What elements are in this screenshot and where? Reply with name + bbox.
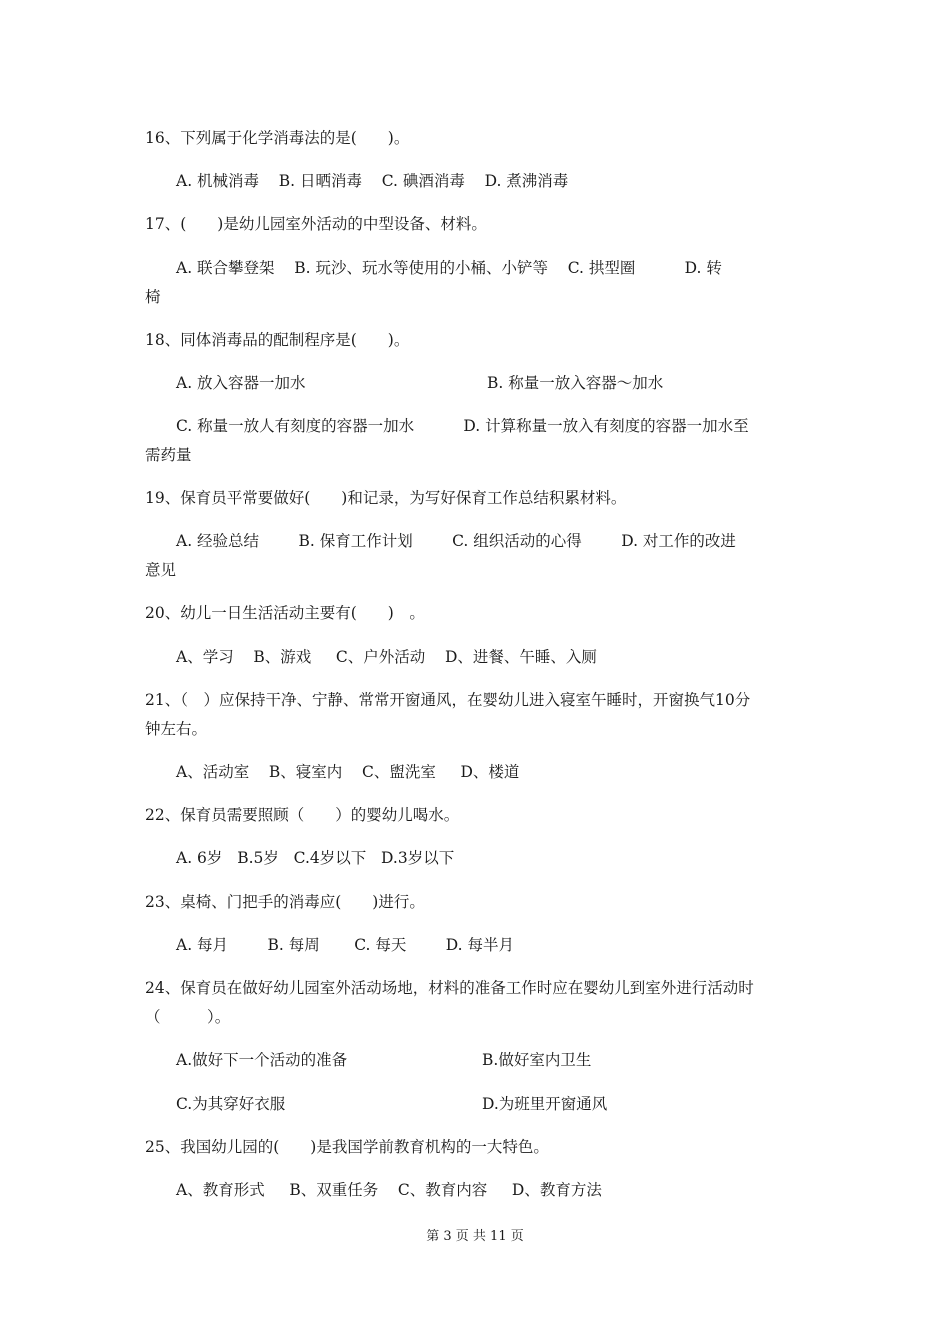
question-21: 21、（ ）应保持干净、宁静、常常开窗通风，在婴幼儿进入寝室午睡时，开窗换气10分: [145, 691, 751, 709]
question-20: 20、幼儿一日生活活动主要有( ) 。: [145, 604, 425, 622]
question-19: 19、保育员平常要做好( )和记录，为写好保育工作总结积累材料。: [145, 489, 627, 507]
question-25: 25、我国幼儿园的( )是我国学前教育机构的一大特色。: [145, 1138, 549, 1156]
question-19-options: A. 经验总结 B. 保育工作计划 C. 组织活动的心得 D. 对工作的改进: [176, 532, 736, 550]
question-18-options-continued: 需药量: [145, 446, 192, 464]
question-23-options: A. 每月 B. 每周 C. 每天 D. 每半月: [176, 936, 515, 954]
question-25-options: A、教育形式 B、双重任务 C、教育内容 D、教育方法: [176, 1181, 602, 1199]
question-24-option-b: B.做好室内卫生: [482, 1051, 592, 1069]
question-22: 22、保育员需要照顾（ ）的婴幼儿喝水。: [145, 806, 460, 824]
question-22-options: A. 6岁 B.5岁 C.4岁以下 D.3岁以下: [176, 849, 455, 867]
question-17-options: A. 联合攀登架 B. 玩沙、玩水等使用的小桶、小铲等 C. 拱型圈 D. 转: [176, 259, 722, 277]
question-24: 24、保育员在做好幼儿园室外活动场地，材料的准备工作时应在婴幼儿到室外进行活动时: [145, 979, 754, 997]
question-18-options-cd: C. 称量一放人有刻度的容器一加水 D. 计算称量一放入有刻度的容器一加水至: [176, 417, 749, 435]
question-21-continued: 钟左右。: [145, 720, 208, 738]
question-24-option-d: D.为班里开窗通风: [482, 1095, 608, 1113]
question-24-option-a: A.做好下一个活动的准备: [176, 1051, 348, 1069]
question-17-options-continued: 椅: [145, 288, 161, 306]
question-17: 17、( )是幼儿园室外活动的中型设备、材料。: [145, 215, 487, 233]
page-footer: 第 3 页 共 11 页: [426, 1229, 524, 1244]
question-21-options: A、活动室 B、寝室内 C、盥洗室 D、楼道: [176, 763, 520, 781]
question-24-option-c: C.为其穿好衣服: [176, 1095, 286, 1113]
question-19-options-continued: 意见: [145, 561, 177, 579]
question-24-continued: （ ）。: [145, 1008, 231, 1026]
question-18-option-b: B. 称量一放入容器～加水: [487, 374, 664, 392]
question-18-option-a: A. 放入容器一加水: [176, 374, 306, 392]
question-16-options: A. 机械消毒 B. 日晒消毒 C. 碘酒消毒 D. 煮沸消毒: [176, 172, 569, 190]
question-23: 23、桌椅、门把手的消毒应( )进行。: [145, 893, 425, 911]
question-16: 16、下列属于化学消毒法的是( )。: [145, 129, 410, 147]
question-18: 18、同体消毒品的配制程序是( )。: [145, 331, 410, 349]
question-20-options: A、学习 B、游戏 C、户外活动 D、进餐、午睡、入厕: [176, 648, 597, 666]
